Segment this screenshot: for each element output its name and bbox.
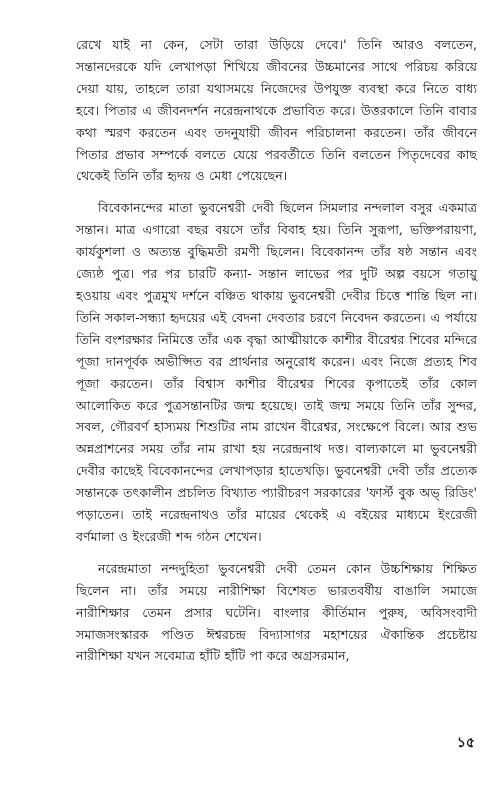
page-number: ১৫ <box>456 735 475 751</box>
body-text <box>76 34 477 667</box>
paragraph-3: নরেন্দ্রমাতা নন্দদুহিতা ভুবনেশ্বরী দেবী তেমন কোন উচ্চশিক্ষায় শিক্ষিত ছিলেন না। তাঁর সময়ে নারীশিক্ষা বিশেষত ভারতবর্ষীয় বাঙালি সমাজে নারীশিক্ষার তেমন প্রসার ঘটেনি। বাংলার কীর্তিমান পুরুষ, অবিসংবাদী সমাজসংস্কারক পণ্ডিত ঈশ্বরচন্দ্র বিদ্যাসাগর মহাশয়ের ঐকান্তিক প্রচেষ্টায় নারীশিক্ষা যখন সবেমাত্র হাঁটি হাঁটি পা করে অগ্রসরমান, <box>76 560 477 664</box>
paragraph-2: বিবেকানন্দের মাতা ভুবনেশ্বরী দেবী ছিলেন সিমলার নন্দলাল বসুর একমাত্র সন্তান। মাত্র এগারো বছর বয়সে তাঁর বিবাহ হয়। তিনি সুরূপা, ভক্তিপরায়ণা, কার্যকুশলা ও অত্যন্ত বুদ্ধিমতী রমণী ছিলেন। বিবেকানন্দ তাঁর ষষ্ঠ সন্তান এবং জ্যেষ্ঠ পুত্র। পর পর চারটি কন্যা- সন্তান লাভের পর দুটি অল্প বয়সে গতায়ু হওয়ায় এবং পুত্রমুখ দর্শনে বঞ্চিত থাকায় ভুবনেশ্বরী দেবীর চিত্তে শান্তি ছিল না। তিনি সকাল-সন্ধ্যা হৃদয়ের এই বেদনা দেবতার চরণে নিবেদন করতেন। এ পর্যায়ে তিনি বংশরক্ষার নিমিত্তে তাঁর এক বৃদ্ধা আত্মীয়াকে কাশীর বীরেশ্বর শিবের মন্দিরে পূজা দানপূর্বক অভীপ্সিত বর প্রার্থনার অনুরোধ করেন। এবং নিজে প্রত্যহ শিব পূজা করতেন। তাঁর বিশ্বাস কাশীর বীরেশ্বর শিবের কৃপাতেই তাঁর কোল আলোকিত করে পুত্রসন্তানটির জন্ম হয়েছে। তাই জন্ম সময়ে তিনি তাঁর সুন্দর, সবল, গৌরবর্ণ হাস্যময় শিশুটির নাম রাখেন বীরেশ্বর, সংক্ষেপে বিলে। আর শুভ অন্নপ্রাশনের সময় তাঁর নাম রাখা হয় নরেন্দ্রনাথ দত্ত। বাল্যকালে মা ভুবনেশ্বরী দেবীর কাছেই বিবেকানন্দের লেখাপড়ার হাতেখড়ি। ভুবনেশ্বরী দেবী তাঁর প্রত্যেক সন্তানকে তৎকালীন প্রচলিত বিখ্যাত প্যারীচরণ সরকারের 'ফার্স্ট বুক অভ্ রিডিং' পড়াতেন। তাই নরেন্দ্রনাথও তাঁর মায়ের থেকেই এ বইয়ের মাধ্যমে ইংরেজী বর্ণমালা ও ইংরেজী শব্দ গঠন শেখেন। <box>76 200 477 544</box>
paragraph-1: রেখে যাই না কেন, সেটা তারা উড়িয়ে দেবে।' তিনি আরও বলতেন, সন্তানদেরকে যদি লেখাপড়া শিখিয়ে জীবনের উচ্চমানের সাথে পরিচয় করিয়ে দেয়া যায়, তাহলে তারা যথাসময়ে নিজেদের উপযুক্ত ব্যবস্থা করে নিতে বাধ্য হবে। পিতার এ জীবনদর্শন নরেন্দ্রনাথকে প্রভাবিত করে। উত্তরকালে তিনি বাবার কথা স্মরণ করতেন এবং তদনুযায়ী জীবন পরিচালনা করতেন। তাঁর জীবনে পিতার প্রভাব সম্পর্কে বলতে যেয়ে পরবর্তীতে তিনি বলতেন পিতৃদেবের কাছ থেকেই তিনি তাঁর হৃদয় ও মেধা পেয়েছেন। <box>76 37 477 184</box>
